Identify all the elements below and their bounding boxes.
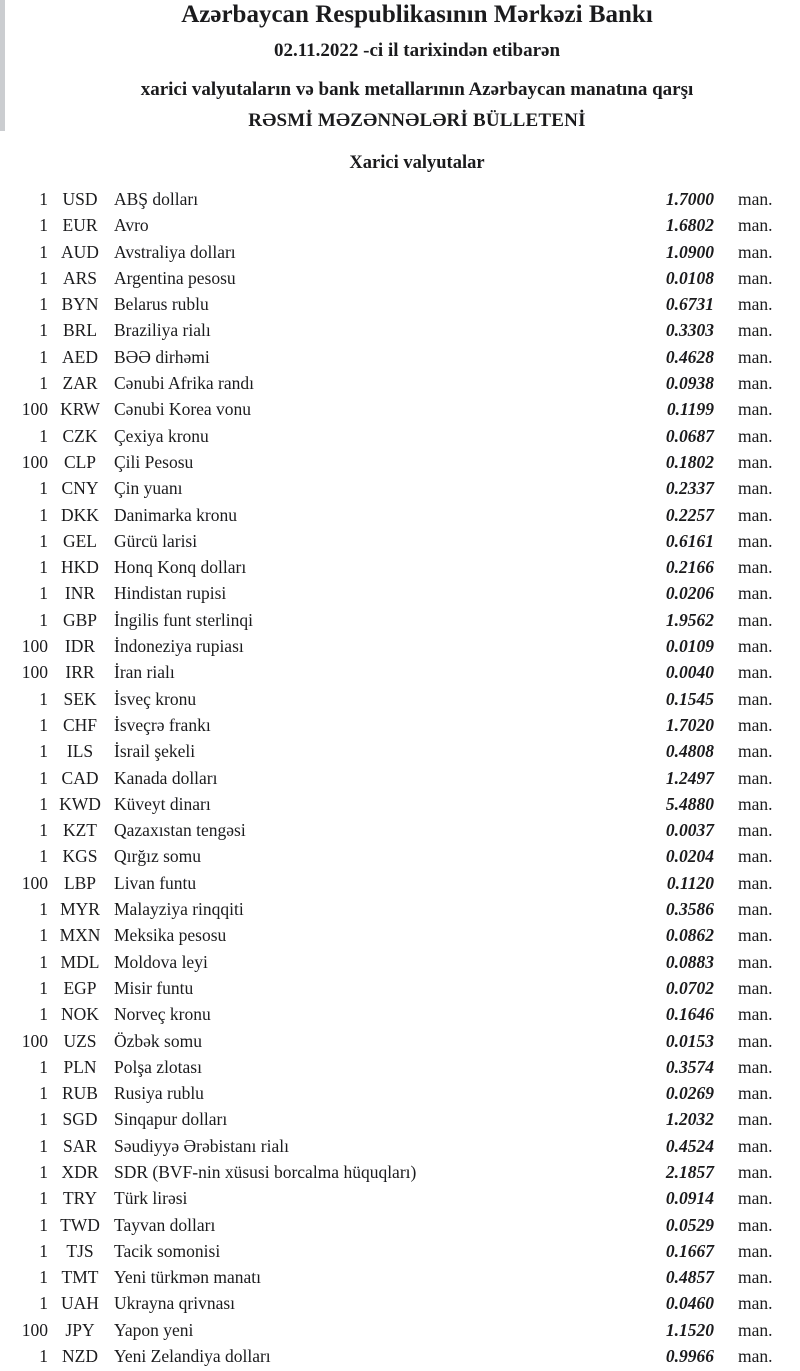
rate-quantity: 100 — [21, 662, 48, 683]
rate-row — [0, 633, 800, 659]
rate-value: 0.4524 — [665, 1135, 714, 1156]
unit-label: man. — [738, 793, 773, 814]
currency-name: Cənubi Korea vonu — [114, 399, 252, 420]
rate-quantity: 1 — [39, 478, 48, 499]
currency-name: Çin yuanı — [114, 478, 183, 499]
rate-row — [0, 607, 800, 633]
currency-code: SEK — [63, 688, 97, 709]
currency-name: Yeni Zelandiya dolları — [114, 1346, 271, 1367]
currency-code: AED — [62, 346, 98, 367]
currency-name: Qırğız somu — [114, 846, 202, 867]
rate-value: 0.0040 — [665, 662, 714, 683]
rate-quantity: 1 — [39, 320, 48, 341]
rate-value: 1.2032 — [665, 1109, 714, 1130]
rate-value: 0.1120 — [666, 872, 714, 893]
currency-code: XDR — [61, 1161, 99, 1182]
unit-label: man. — [738, 951, 773, 972]
currency-name: Kanada dolları — [114, 767, 218, 788]
currency-name: Danimarka kronu — [114, 504, 237, 525]
rate-row — [0, 712, 800, 738]
rate-row — [0, 528, 800, 554]
currency-code: EUR — [62, 215, 98, 236]
currency-name: Sinqapur dolları — [114, 1109, 228, 1130]
rate-quantity: 1 — [39, 241, 48, 262]
rate-value: 0.0153 — [665, 1030, 714, 1051]
rate-quantity: 1 — [39, 583, 48, 604]
unit-label: man. — [738, 1319, 773, 1340]
rate-value: 0.4857 — [665, 1267, 714, 1288]
rate-value: 1.0900 — [665, 241, 714, 262]
currency-name: Avstraliya dolları — [114, 241, 236, 262]
rate-value: 0.6731 — [665, 294, 714, 315]
rate-value: 0.4808 — [665, 741, 714, 762]
unit-label: man. — [738, 662, 773, 683]
rate-value: 0.0687 — [665, 425, 714, 446]
unit-label: man. — [738, 346, 773, 367]
currency-name: İndoneziya rupiası — [114, 636, 244, 657]
rate-quantity: 1 — [39, 373, 48, 394]
currency-name: Avro — [114, 215, 149, 236]
unit-label: man. — [738, 741, 773, 762]
rate-quantity: 1 — [39, 977, 48, 998]
rate-row — [0, 1028, 800, 1054]
currency-name: Polşa zlotası — [114, 1056, 202, 1077]
rate-quantity: 100 — [21, 872, 48, 893]
currency-code: ILS — [66, 741, 94, 762]
currency-code: CHF — [62, 714, 98, 735]
rate-quantity: 1 — [39, 1214, 48, 1235]
currency-name: Rusiya rublu — [114, 1083, 204, 1104]
currency-code: MDL — [60, 951, 100, 972]
left-edge-scrollbar-fragment — [0, 0, 5, 131]
unit-label: man. — [738, 1267, 773, 1288]
currency-code: IDR — [64, 636, 96, 657]
unit-label: man. — [738, 1056, 773, 1077]
currency-code: BYN — [61, 294, 99, 315]
unit-label: man. — [738, 478, 773, 499]
rate-row — [0, 1106, 800, 1132]
currency-name: Honq Konq dolları — [114, 557, 247, 578]
rate-row — [0, 1343, 800, 1369]
currency-name: Ukrayna qrivnası — [114, 1293, 236, 1314]
rate-value: 1.7000 — [665, 189, 714, 209]
currency-name: Küveyt dinarı — [114, 793, 211, 814]
unit-label: man. — [738, 925, 773, 946]
currency-name: BƏƏ dirhəmi — [114, 346, 210, 367]
currency-name: Moldova leyi — [114, 951, 208, 972]
rate-quantity: 1 — [39, 1267, 48, 1288]
subject-line: xarici valyutaların və bank metallarının Azərbaycan manatına qarşı — [140, 79, 694, 100]
exchange-rates-table — [0, 186, 800, 1369]
unit-label: man. — [738, 320, 773, 341]
currency-name: Tayvan dolları — [114, 1214, 216, 1235]
currency-name: ABŞ dolları — [114, 189, 199, 209]
rate-value: 0.2337 — [665, 478, 714, 499]
rate-row — [0, 475, 800, 501]
rate-value: 0.0108 — [665, 267, 714, 288]
rate-row — [0, 659, 800, 685]
unit-label: man. — [738, 557, 773, 578]
rate-value: 0.9966 — [665, 1346, 714, 1367]
rate-quantity: 1 — [39, 294, 48, 315]
rate-quantity: 1 — [39, 189, 48, 209]
rate-row — [0, 922, 800, 948]
currency-code: TRY — [62, 1188, 98, 1209]
rate-row — [0, 1133, 800, 1159]
currency-name: İsveç kronu — [114, 688, 197, 709]
currency-code: AUD — [61, 241, 99, 262]
unit-label: man. — [738, 373, 773, 394]
rate-value: 1.2497 — [665, 767, 714, 788]
rate-quantity: 1 — [39, 767, 48, 788]
unit-label: man. — [738, 583, 773, 604]
currency-name: Belarus rublu — [114, 294, 209, 315]
rate-value: 0.2166 — [665, 557, 714, 578]
unit-label: man. — [738, 872, 773, 893]
rate-quantity: 100 — [21, 636, 48, 657]
rate-quantity: 100 — [21, 399, 48, 420]
rate-row — [0, 186, 800, 212]
rate-row — [0, 949, 800, 975]
currency-name: Çili Pesosu — [114, 451, 194, 472]
rate-row — [0, 370, 800, 396]
currency-name: Türk lirəsi — [114, 1188, 188, 1209]
rate-quantity: 1 — [39, 820, 48, 841]
rate-quantity: 1 — [39, 1161, 48, 1182]
rate-row — [0, 1238, 800, 1264]
rate-value: 0.4628 — [665, 346, 714, 367]
currency-code: GEL — [62, 530, 98, 551]
rate-row — [0, 791, 800, 817]
rate-quantity: 1 — [39, 1346, 48, 1367]
rate-value: 0.6161 — [665, 530, 714, 551]
currency-name: İngilis funt sterlinqi — [114, 609, 254, 630]
unit-label: man. — [738, 189, 773, 209]
unit-label: man. — [738, 1109, 773, 1130]
rate-value: 0.0862 — [665, 925, 714, 946]
rate-value: 0.0206 — [665, 583, 714, 604]
currency-code: SAR — [62, 1135, 98, 1156]
currency-code: CLP — [63, 451, 97, 472]
currency-name: Özbək somu — [114, 1030, 202, 1051]
rate-quantity: 1 — [39, 425, 48, 446]
bank-title: Azərbaycan Respublikasının Mərkəzi Bankı — [181, 1, 653, 28]
currency-code: RUB — [62, 1083, 98, 1104]
currency-code: CNY — [61, 478, 99, 499]
currency-name: Misir funtu — [114, 977, 194, 998]
rate-quantity: 1 — [39, 1240, 48, 1261]
rate-row — [0, 1159, 800, 1185]
rate-value: 1.6802 — [665, 215, 714, 236]
currency-code: KWD — [59, 793, 101, 814]
rate-value: 1.1520 — [665, 1319, 714, 1340]
unit-label: man. — [738, 294, 773, 315]
rate-quantity: 1 — [39, 1293, 48, 1314]
unit-label: man. — [738, 241, 773, 262]
rate-quantity: 1 — [39, 530, 48, 551]
unit-label: man. — [738, 609, 773, 630]
unit-label: man. — [738, 1214, 773, 1235]
unit-label: man. — [738, 899, 773, 920]
unit-label: man. — [738, 846, 773, 867]
rate-row — [0, 686, 800, 712]
rate-row — [0, 423, 800, 449]
rate-value: 0.0914 — [665, 1188, 714, 1209]
unit-label: man. — [738, 451, 773, 472]
currency-code: KZT — [62, 820, 98, 841]
unit-label: man. — [738, 688, 773, 709]
rate-row — [0, 396, 800, 422]
unit-label: man. — [738, 820, 773, 841]
unit-label: man. — [738, 767, 773, 788]
currency-code: ARS — [62, 267, 98, 288]
currency-name: Çexiya kronu — [114, 425, 209, 446]
rate-value: 0.3574 — [665, 1056, 714, 1077]
rate-value: 0.0109 — [665, 636, 714, 657]
currency-code: HKD — [61, 557, 99, 578]
rate-value: 0.0529 — [665, 1214, 714, 1235]
rate-quantity: 1 — [39, 925, 48, 946]
rate-quantity: 1 — [39, 899, 48, 920]
currency-name: Meksika pesosu — [114, 925, 227, 946]
currency-code: IRR — [65, 662, 95, 683]
currency-code: UAH — [61, 1293, 99, 1314]
rate-quantity: 1 — [39, 741, 48, 762]
unit-label: man. — [738, 1346, 773, 1367]
rate-quantity: 1 — [39, 267, 48, 288]
currency-name: Norveç kronu — [114, 1004, 211, 1025]
rate-row — [0, 870, 800, 896]
rate-value: 0.0269 — [665, 1083, 714, 1104]
rate-quantity: 1 — [39, 846, 48, 867]
rate-quantity: 100 — [21, 451, 48, 472]
rate-value: 0.1802 — [665, 451, 714, 472]
currency-code: TMT — [61, 1267, 99, 1288]
bulletin-title: RƏSMİ MƏZƏNNƏLƏRİ BÜLLETENİ — [248, 110, 586, 131]
currency-name: Argentina pesosu — [114, 267, 236, 288]
rate-quantity: 1 — [39, 609, 48, 630]
unit-label: man. — [738, 1030, 773, 1051]
rate-quantity: 1 — [39, 714, 48, 735]
currency-name: Qazaxıstan tengəsi — [114, 820, 246, 841]
currency-code: UZS — [63, 1030, 97, 1051]
rate-row — [0, 817, 800, 843]
currency-name: Səudiyyə Ərəbistanı rialı — [114, 1135, 289, 1156]
rate-row — [0, 502, 800, 528]
currency-code: KGS — [62, 846, 98, 867]
rate-value: 1.9562 — [665, 609, 714, 630]
rate-row — [0, 1054, 800, 1080]
rate-row — [0, 843, 800, 869]
currency-name: Tacik somonisi — [114, 1240, 221, 1261]
currency-code: NZD — [62, 1346, 98, 1367]
rate-row — [0, 449, 800, 475]
currency-code: KRW — [60, 399, 100, 420]
rate-value: 0.0460 — [665, 1293, 714, 1314]
rate-row — [0, 765, 800, 791]
currency-code: SGD — [62, 1109, 98, 1130]
rate-quantity: 1 — [39, 793, 48, 814]
unit-label: man. — [738, 977, 773, 998]
currency-code: JPY — [65, 1319, 95, 1340]
rate-row — [0, 265, 800, 291]
currency-code: TJS — [66, 1240, 94, 1261]
unit-label: man. — [738, 504, 773, 525]
rate-value: 0.3586 — [665, 899, 714, 920]
rate-value: 2.1857 — [665, 1161, 714, 1182]
currency-name: Malayziya rinqqiti — [114, 899, 244, 920]
rate-quantity: 1 — [39, 557, 48, 578]
rate-row — [0, 291, 800, 317]
rate-quantity: 1 — [39, 1004, 48, 1025]
rate-quantity: 1 — [39, 1109, 48, 1130]
currency-name: Yeni türkmən manatı — [114, 1267, 261, 1288]
rate-quantity: 100 — [21, 1319, 48, 1340]
unit-label: man. — [738, 1293, 773, 1314]
rate-row — [0, 1290, 800, 1316]
rate-quantity: 1 — [39, 688, 48, 709]
rate-quantity: 1 — [39, 1188, 48, 1209]
rate-row — [0, 1264, 800, 1290]
rate-row — [0, 1212, 800, 1238]
rate-quantity: 1 — [39, 504, 48, 525]
rate-value: 0.0204 — [665, 846, 714, 867]
rate-value: 0.1667 — [665, 1240, 714, 1261]
rate-value: 1.7020 — [665, 714, 714, 735]
unit-label: man. — [738, 1004, 773, 1025]
rate-quantity: 1 — [39, 346, 48, 367]
currency-name: İran rialı — [114, 662, 175, 683]
rate-quantity: 1 — [39, 215, 48, 236]
rate-row — [0, 1001, 800, 1027]
unit-label: man. — [738, 530, 773, 551]
currency-code: NOK — [61, 1004, 99, 1025]
currency-name: Livan funtu — [114, 872, 197, 893]
rate-value: 0.3303 — [665, 320, 714, 341]
rate-row — [0, 344, 800, 370]
rate-row — [0, 1080, 800, 1106]
currency-name: Cənubi Afrika randı — [114, 373, 254, 394]
currency-name: İsveçrə frankı — [114, 714, 211, 735]
section-title-foreign-currencies: Xarici valyutalar — [349, 153, 485, 173]
unit-label: man. — [738, 267, 773, 288]
rate-row — [0, 317, 800, 343]
rate-quantity: 1 — [39, 1056, 48, 1077]
currency-name: Yapon yeni — [114, 1319, 194, 1340]
unit-label: man. — [738, 1135, 773, 1156]
unit-label: man. — [738, 1083, 773, 1104]
currency-code: MXN — [59, 925, 101, 946]
currency-code: ZAR — [62, 373, 98, 394]
currency-code: PLN — [63, 1056, 97, 1077]
currency-code: DKK — [61, 504, 99, 525]
currency-code: INR — [64, 583, 96, 604]
rate-value: 0.2257 — [665, 504, 714, 525]
unit-label: man. — [738, 714, 773, 735]
rate-value: 0.0883 — [665, 951, 714, 972]
currency-code: TWD — [60, 1214, 100, 1235]
currency-name: Gürcü larisi — [114, 530, 198, 551]
rate-row — [0, 1185, 800, 1211]
rate-row — [0, 896, 800, 922]
rate-row — [0, 975, 800, 1001]
rate-value: 0.1646 — [665, 1004, 714, 1025]
currency-code: CZK — [62, 425, 98, 446]
unit-label: man. — [738, 399, 773, 420]
currency-code: GBP — [62, 609, 98, 630]
rate-row — [0, 212, 800, 238]
effective-date-line: 02.11.2022 -ci il tarixindən etibarən — [273, 40, 561, 61]
rate-row — [0, 1317, 800, 1343]
rate-value: 0.0037 — [665, 820, 714, 841]
currency-name: Braziliya rialı — [114, 320, 211, 341]
rate-quantity: 1 — [39, 1135, 48, 1156]
rate-quantity: 100 — [21, 1030, 48, 1051]
unit-label: man. — [738, 1161, 773, 1182]
rate-quantity: 1 — [39, 951, 48, 972]
currency-code: CAD — [61, 767, 99, 788]
currency-name: Hindistan rupisi — [114, 583, 227, 604]
rate-value: 0.0702 — [665, 977, 714, 998]
currency-code: LBP — [63, 872, 97, 893]
unit-label: man. — [738, 215, 773, 236]
unit-label: man. — [738, 636, 773, 657]
currency-name: SDR (BVF-nin xüsusi borcalma hüquqları) — [114, 1161, 417, 1182]
currency-code: BRL — [62, 320, 98, 341]
rate-value: 5.4880 — [665, 793, 714, 814]
rate-value: 0.1545 — [665, 688, 714, 709]
rate-row — [0, 554, 800, 580]
currency-code: EGP — [63, 977, 97, 998]
rate-row — [0, 239, 800, 265]
unit-label: man. — [738, 425, 773, 446]
rate-value: 0.0938 — [665, 373, 714, 394]
rate-row — [0, 580, 800, 606]
rate-value: 0.1199 — [666, 399, 714, 420]
rate-row — [0, 738, 800, 764]
currency-code: USD — [62, 189, 98, 209]
unit-label: man. — [738, 1188, 773, 1209]
rate-quantity: 1 — [39, 1083, 48, 1104]
currency-name: İsrail şekeli — [114, 741, 196, 762]
unit-label: man. — [738, 1240, 773, 1261]
currency-code: MYR — [60, 899, 100, 920]
